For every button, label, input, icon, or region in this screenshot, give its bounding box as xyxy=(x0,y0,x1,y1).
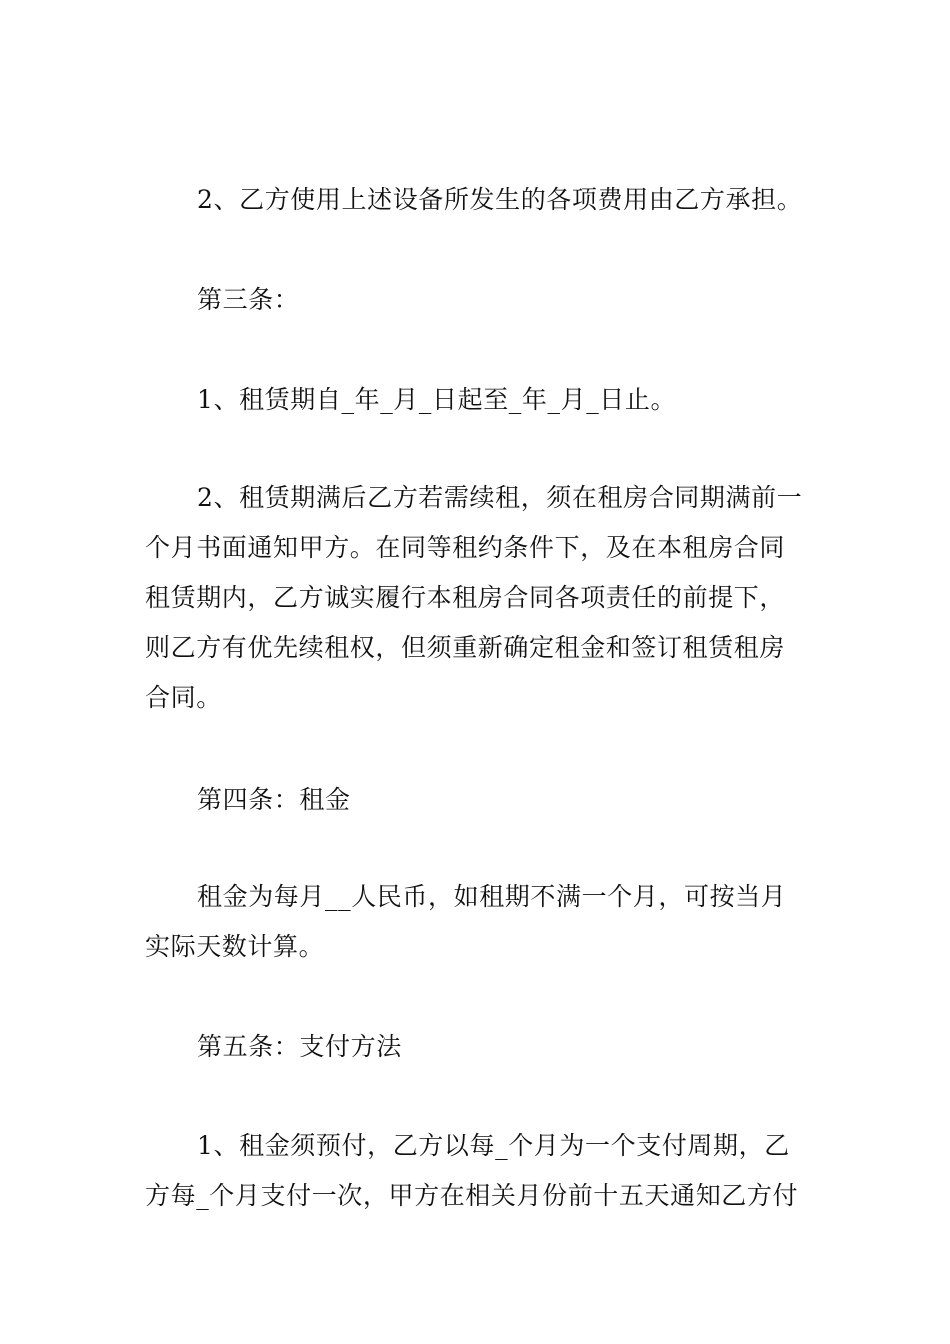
paragraph-renewal: 2、租赁期满后乙方若需续租，须在租房合同期满前一个月书面通知甲方。在同等租约条件下，及在本租房合同租赁期内，乙方诚实履行本租房合同各项责任的前提下，则乙方有优先续租权，但须重新确定租金和签订租赁租房合同。 xyxy=(145,483,803,712)
paragraph-equipment-fees: 2、乙方使用上述设备所发生的各项费用由乙方承担。 xyxy=(197,185,803,214)
paragraph-lease-term: 1、租赁期自_年_月_日起至_年_月_日止。 xyxy=(197,385,677,414)
heading-article-3: 第三条： xyxy=(197,285,300,314)
paragraph-payment-cycle: 1、租金须预付，乙方以每_个月为一个支付周期，乙方每_个月支付一次，甲方在相关月份前十五天通知乙方付 xyxy=(145,1131,799,1210)
heading-article-5-payment: 第五条：支付方法 xyxy=(197,1032,402,1061)
heading-article-4-rent: 第四条：租金 xyxy=(197,785,351,814)
paragraph-rent-amount: 租金为每月__人民币，如租期不满一个月，可按当月实际天数计算。 xyxy=(145,882,787,961)
